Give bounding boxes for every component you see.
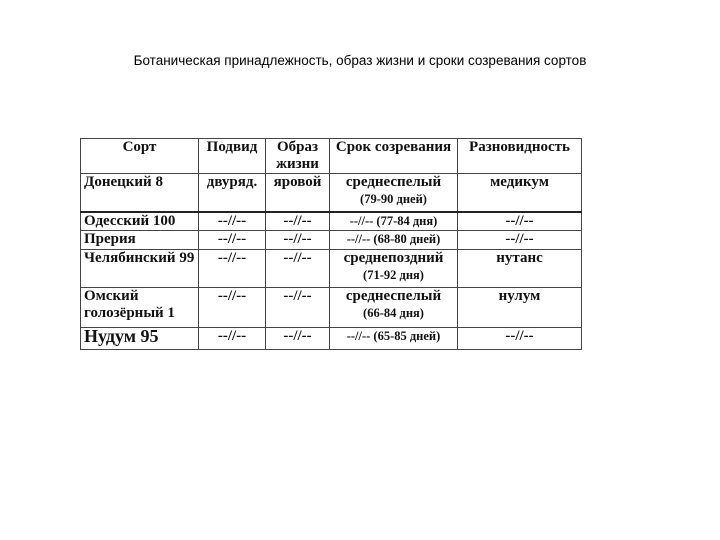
- table-header-row: [81, 139, 582, 174]
- header-cell: Срок созревания: [330, 139, 458, 174]
- cell-srok: [330, 288, 458, 328]
- cell-raznov: нутанс: [458, 250, 582, 288]
- cell-podvid: двуряд.: [199, 174, 266, 212]
- cell-sort: Омский голозёрный 1: [81, 288, 199, 328]
- cell-sort: Нудум 95: [81, 328, 199, 350]
- srok-days: (71-92 дня): [363, 268, 424, 282]
- cell-obraz: --//--: [266, 212, 330, 231]
- header-cell: Подвид: [199, 139, 266, 174]
- srok-days: (66-84 дня): [363, 306, 424, 320]
- cell-srok: [330, 250, 458, 288]
- header-cell: Сорт: [81, 139, 199, 174]
- cell-srok: --//-- (77-84 дня): [330, 212, 458, 231]
- cell-sort: Челябинский 99: [81, 250, 199, 288]
- page-title: Ботаническая принадлежность, образ жизни и сроки созревания сортов: [133, 53, 587, 68]
- cell-podvid: --//--: [199, 250, 266, 288]
- cell-obraz: --//--: [266, 288, 330, 328]
- cell-srok: --//-- (65-85 дней): [330, 328, 458, 350]
- cell-podvid: --//--: [199, 288, 266, 328]
- table-row: [81, 250, 582, 288]
- cell-srok: [330, 174, 458, 212]
- table-row: [81, 328, 582, 350]
- cell-raznov: нулум: [458, 288, 582, 328]
- cell-podvid: --//--: [199, 231, 266, 250]
- cell-raznov: --//--: [458, 328, 582, 350]
- cell-sort: Донецкий 8: [81, 174, 199, 212]
- srok-main: среднеспелый: [345, 174, 442, 190]
- table-row: [81, 174, 582, 212]
- cell-podvid: --//--: [199, 328, 266, 350]
- cell-sort: Одесский 100: [81, 212, 199, 231]
- cell-sort: Прерия: [81, 231, 199, 250]
- cell-obraz: --//--: [266, 231, 330, 250]
- cell-srok: --//-- (68-80 дней): [330, 231, 458, 250]
- header-cell: Разновидность: [458, 139, 582, 174]
- cell-obraz: яровой: [266, 174, 330, 212]
- header-cell: Образ жизни: [266, 139, 330, 174]
- srok-days: (79-90 дней): [360, 192, 427, 206]
- table-row: [81, 231, 582, 250]
- cell-obraz: --//--: [266, 328, 330, 350]
- table-row: [81, 212, 582, 231]
- cell-obraz: --//--: [266, 250, 330, 288]
- varieties-table: [80, 138, 582, 350]
- cell-raznov: --//--: [458, 231, 582, 250]
- srok-main: среднеспелый: [345, 288, 442, 304]
- cell-raznov: --//--: [458, 212, 582, 231]
- table-row: [81, 288, 582, 328]
- cell-raznov: медикум: [458, 174, 582, 212]
- srok-main: среднепоздний: [343, 250, 444, 266]
- cell-podvid: --//--: [199, 212, 266, 231]
